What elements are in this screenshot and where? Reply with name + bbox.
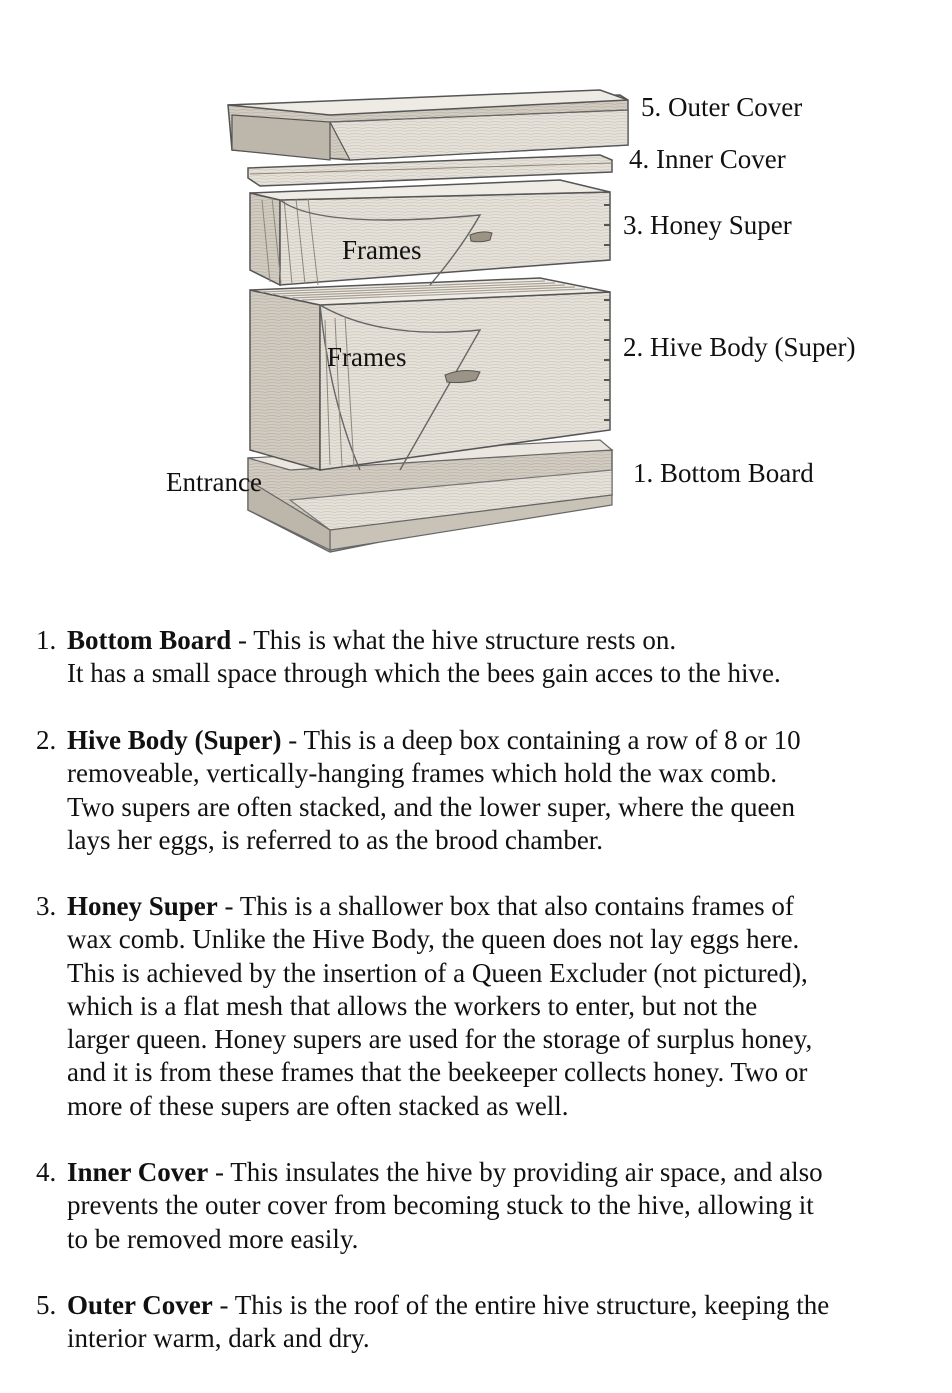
- description-line: It has a small space through which the bees gain acces to the hive.: [67, 658, 781, 689]
- description-line: Hive Body (Super) - This is a deep box containing a row of 8 or 10: [67, 725, 801, 755]
- description-line: Bottom Board - This is what the hive structure rests on.: [67, 625, 677, 655]
- label-frames-lower: Frames: [327, 342, 407, 372]
- description-honey-super: [36, 890, 926, 1123]
- term-inner-cover: Inner Cover: [67, 1157, 209, 1187]
- label-frames-upper: Frames: [342, 235, 422, 265]
- description-inner-cover: [36, 1156, 926, 1256]
- term-bottom-board: Bottom Board: [67, 625, 232, 655]
- label-honey-super: 3. Honey Super: [623, 210, 792, 240]
- term-outer-cover: Outer Cover: [67, 1290, 213, 1320]
- description-outer-cover: [36, 1289, 926, 1356]
- description-line: interior warm, dark and dry.: [67, 1323, 370, 1354]
- description-line: This is achieved by the insertion of a Queen Excluder (not pictured),: [67, 957, 808, 988]
- description-line: Inner Cover - This insulates the hive by providing air space, and also: [67, 1157, 823, 1187]
- honey-super-shape: [250, 180, 610, 285]
- label-outer-cover: 5. Outer Cover: [641, 92, 803, 122]
- description-line: Two supers are often stacked, and the lower super, where the queen: [67, 791, 795, 822]
- description-hive-body: [36, 724, 926, 857]
- outer-cover-shape: [228, 90, 628, 160]
- hive-illustration: [0, 0, 952, 600]
- description-line: which is a flat mesh that allows the workers to enter, but not the: [67, 990, 758, 1021]
- description-line: to be removed more easily.: [67, 1223, 359, 1254]
- item-number: 2.: [36, 725, 57, 755]
- item-number: 5.: [36, 1290, 57, 1320]
- description-line: more of these supers are often stacked as well.: [67, 1090, 569, 1121]
- term-hive-body: Hive Body (Super): [67, 725, 282, 755]
- description-bottom-board: [36, 624, 926, 691]
- hive-diagram: [0, 0, 952, 600]
- label-inner-cover: 4. Inner Cover: [629, 144, 786, 174]
- description-line: removeable, vertically-hanging frames which hold the wax comb.: [67, 758, 778, 789]
- item-number: 1.: [36, 625, 57, 655]
- label-entrance: Entrance: [166, 467, 262, 497]
- hive-body-shape: [250, 278, 610, 470]
- label-hive-body: 2. Hive Body (Super): [623, 332, 856, 362]
- item-number: 3.: [36, 891, 57, 921]
- description-line: lays her eggs, is referred to as the brood chamber.: [67, 824, 604, 855]
- description-line: prevents the outer cover from becoming stuck to the hive, allowing it: [67, 1190, 814, 1221]
- description-line: wax comb. Unlike the Hive Body, the queen does not lay eggs here.: [67, 924, 800, 955]
- description-line: Honey Super - This is a shallower box that also contains frames of: [67, 891, 794, 921]
- description-line: larger queen. Honey supers are used for the storage of surplus honey,: [67, 1024, 813, 1055]
- description-line: Outer Cover - This is the roof of the entire hive structure, keeping the: [67, 1290, 830, 1320]
- label-bottom-board: 1. Bottom Board: [633, 458, 814, 488]
- description-line: and it is from these frames that the beekeeper collects honey. Two or: [67, 1057, 808, 1088]
- item-number: 4.: [36, 1157, 57, 1187]
- term-honey-super: Honey Super: [67, 891, 218, 921]
